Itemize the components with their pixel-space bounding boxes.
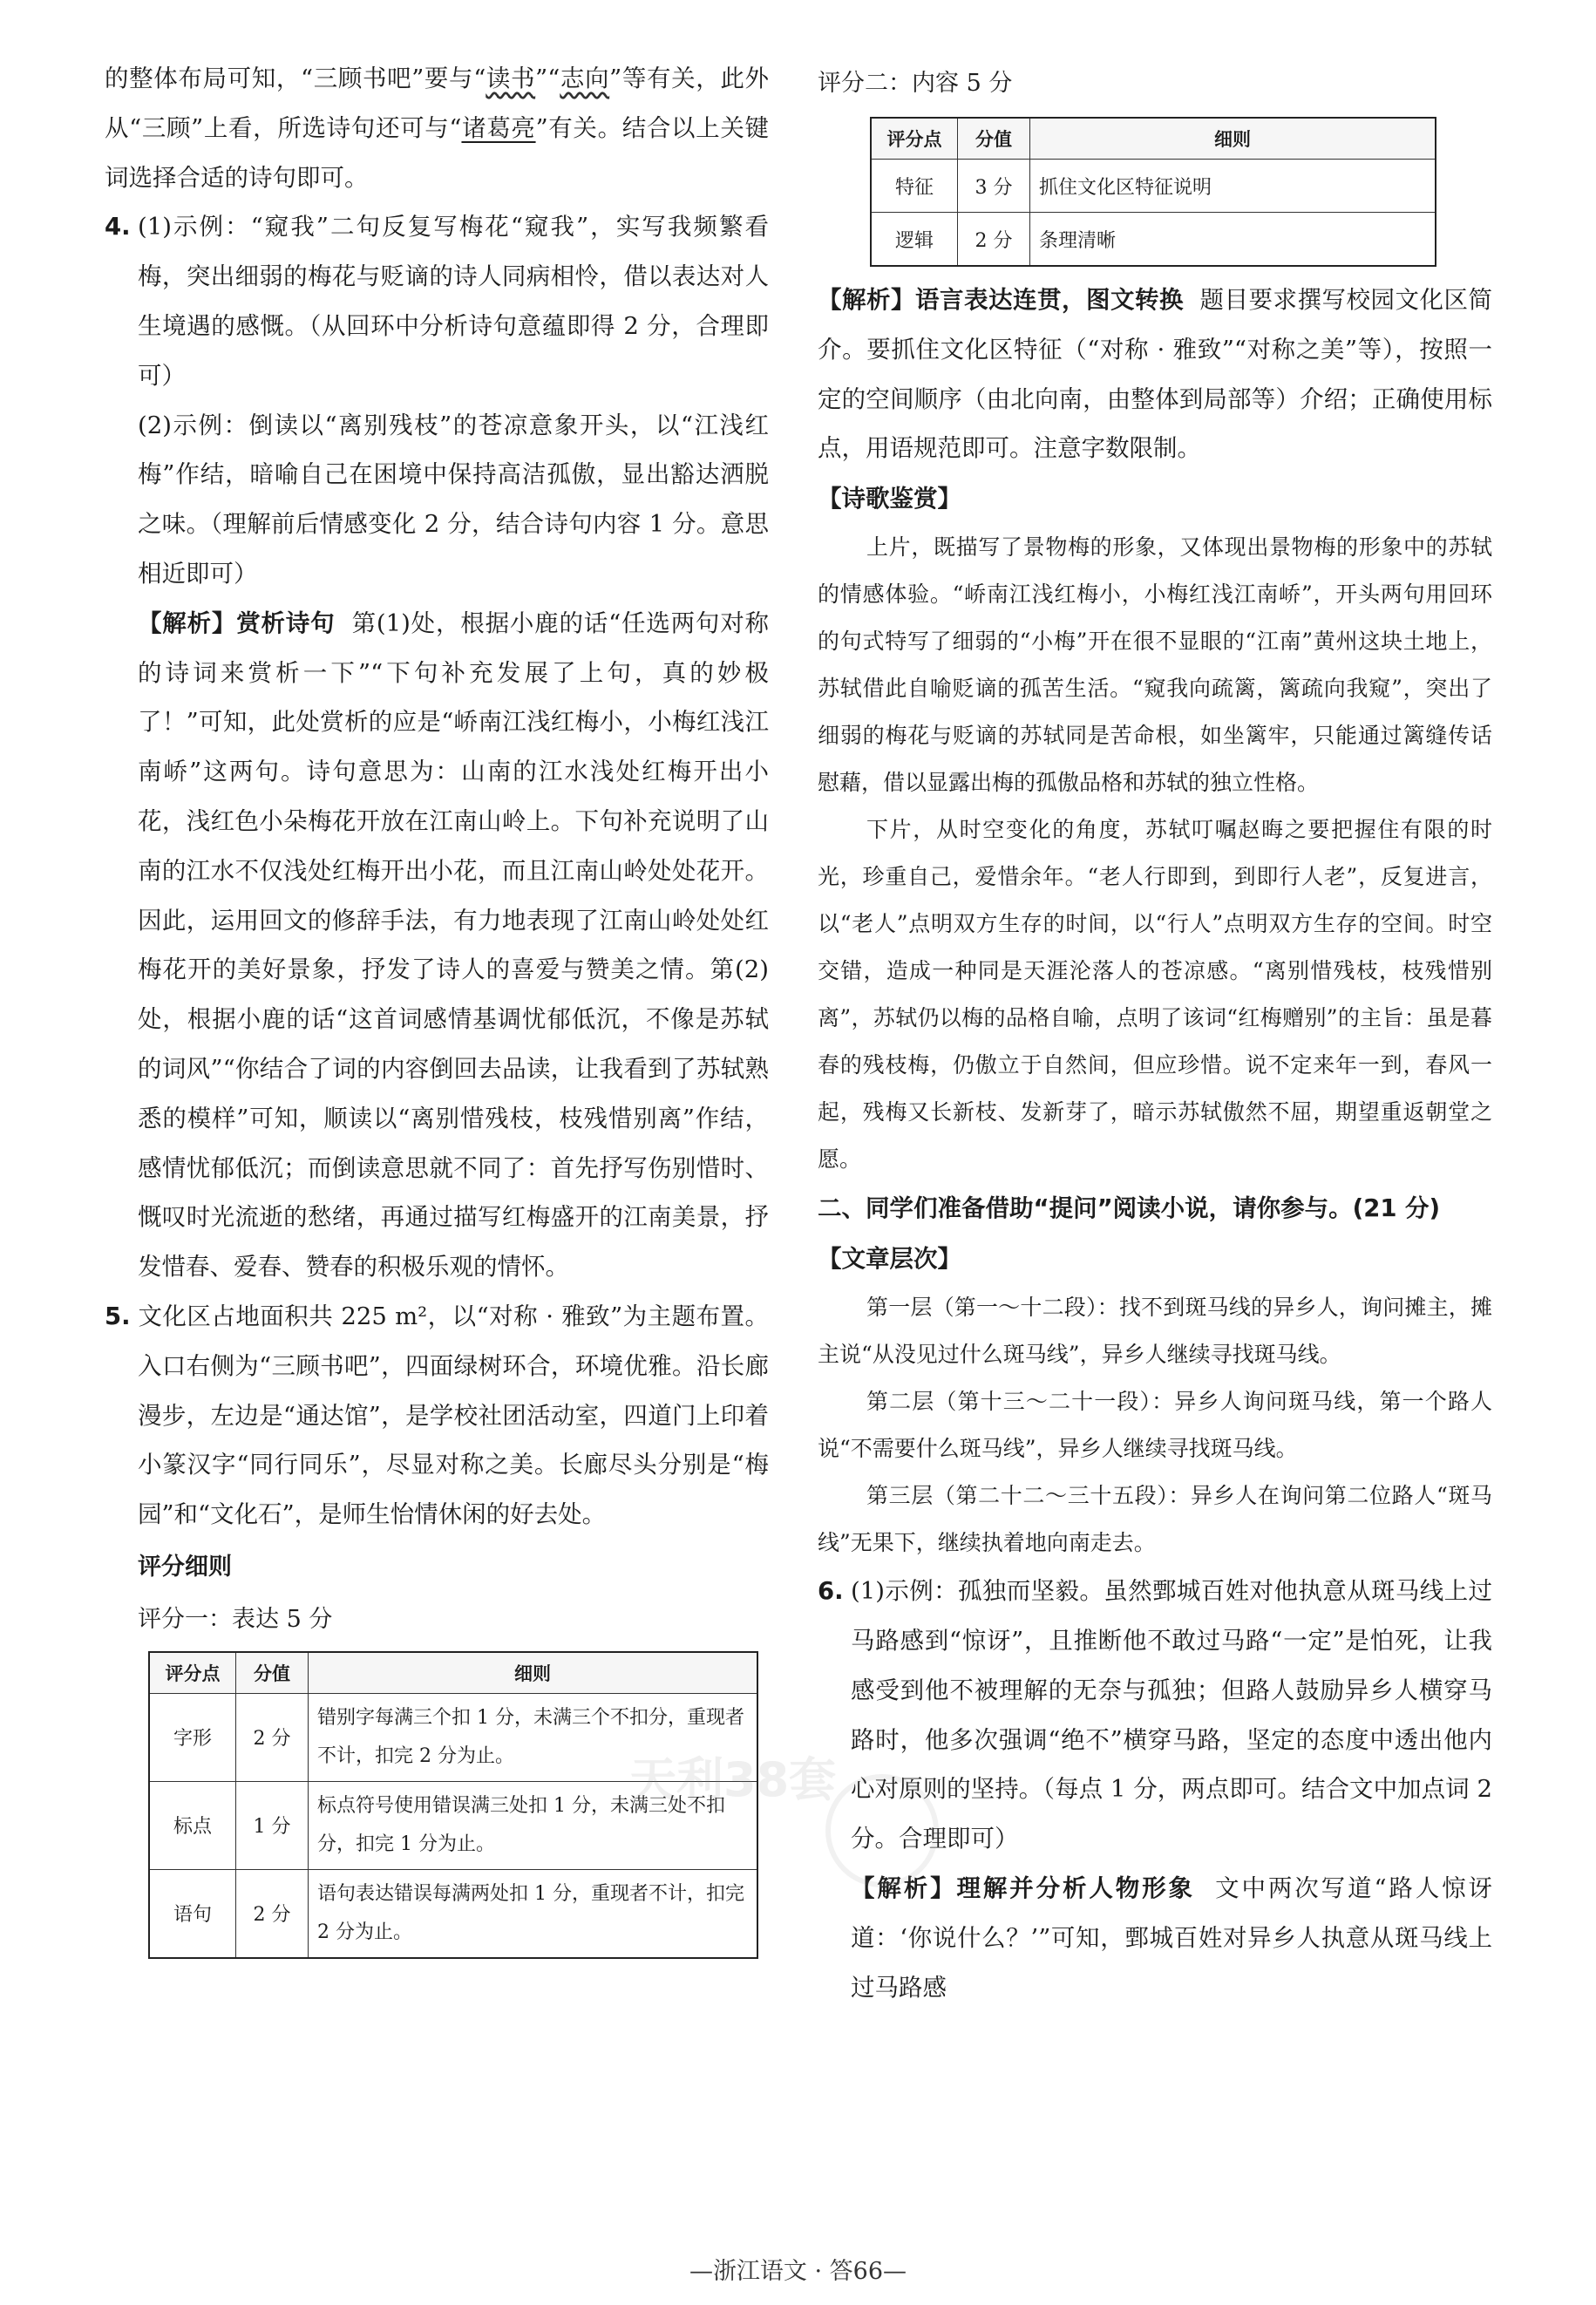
wavy-underline-word: 读书 [486,65,536,92]
analysis-tag: 【解析】语言表达连贯，图文转换 [818,286,1185,314]
table-cell: 2 分 [958,213,1030,267]
table-row [871,213,1436,267]
table-header: 细则 [309,1652,758,1694]
page-footer: —浙江语文 · 答66— [689,2258,907,2285]
right-column [818,59,1492,2012]
q3-continued-paragraph: 的整体布局可知，“三顾书吧”要与“读书”“志向”等有关，此外从“三顾”上看，所选诗句还可与“诸葛亮”有关。结合以上关键词选择合适的诗句即可。 [105,65,769,192]
analysis-tag: 【解析】理解并分析人物形象 [851,1873,1195,1902]
poem-paragraph-2: 下片，从时空变化的角度，苏轼叮嘱赵晦之要把握住有限的时光，珍重自己，爱惜余年。“老人行即到，到即行人老”，反复进言，以“老人”点明双方生存的时间，以“行人”点明双方生存的空间。时空交错，造成一种同是天涯沦落人的苍凉感。“离别惜残枝，枝残惜别离”，苏轼仍以梅的品格自喻，点明了该词“红梅赠别”的主旨：虽是暮春的残枝梅，仍傲立于自然间，但应珍惜。说不定来年一到，春风一起，残梅又长新枝、发新芽了，暗示苏轼傲然不屈，期望重返朝堂之愿。 [818,817,1492,1173]
table-header-row [871,118,1436,160]
table-header: 分值 [236,1652,309,1694]
table-header: 评分点 [871,118,958,160]
table-cell: 2 分 [236,1693,309,1781]
table-row [871,160,1436,213]
grading-title: 评分细则 [138,1553,232,1581]
table-header-row [149,1652,757,1694]
layer-1: 第一层（第一～十二段）：找不到斑马线的异乡人，询问摊主，摊主说“从没见过什么斑马线”，异乡人继续寻找斑马线。 [818,1295,1492,1368]
table-cell: 标点符号使用错误满三处扣 1 分，未满三处不扣分，扣完 1 分为止。 [309,1781,758,1869]
table-cell: 错别字每满三个扣 1 分，未满三个不扣分，重现者不计，扣完 2 分为止。 [309,1693,758,1781]
table-header: 分值 [958,118,1030,160]
table-cell: 2 分 [236,1869,309,1958]
question-number: 4. [105,213,131,241]
analysis-tag: 【解析】赏析诗句 [138,609,336,637]
q5-analysis: 【解析】语言表达连贯，图文转换 题目要求撰写校园文化区简介。要抓住文化区特征（“对称 · 雅致”“对称之美”等），按照一定的空间顺序（由北向南，由整体到局部等）介绍；正确使用标点，用语规范即可。注意字数限制。 [818,286,1493,463]
table-cell: 字形 [149,1693,236,1781]
wavy-underline-word: 志向 [560,65,610,92]
structure-heading: 【文章层次】 [818,1245,961,1274]
table-header: 细则 [1030,118,1436,160]
table-cell: 逻辑 [871,213,958,267]
table-cell: 条理清晰 [1030,213,1436,267]
table-cell: 抓住文化区特征说明 [1030,160,1436,213]
table-cell: 标点 [149,1781,236,1869]
question-number: 5. [105,1302,131,1330]
poem-appreciation-heading: 【诗歌鉴赏】 [818,485,961,513]
table-cell: 1 分 [236,1781,309,1869]
layer-3: 第三层（第二十二～三十五段）：异乡人在询问第二位路人“斑马线”无果下，继续执着地向南走去。 [818,1483,1492,1556]
grading1-title: 评分一：表达 5 分 [138,1605,333,1633]
q6-answer: 6. (1)示例：孤独而坚毅。虽然鄄城百姓对他执意从斑马线上过马路感到“惊讶”，且推断他不敢过马路“一定”是怕死，让我感受到他不被理解的无奈与孤独；但路人鼓励异乡人横穿马路时，他多次强调“绝不”横穿马路，坚定的态度中透出他内心对原则的坚持。（每点 1 分，两点即可。结合文中加点词 2 分。合理即可） [818,1567,1492,1864]
table-cell: 3 分 [958,160,1030,213]
q6-analysis: 【解析】理解并分析人物形象 文中两次写道“路人惊讶道：‘你说什么？’”可知，鄄城百姓对异乡人执意从斑马线上过马路感 [851,1873,1493,2002]
q4-answer-part1: 4. (1)示例：“窥我”二句反复写梅花“窥我”，实写我频繁看梅，突出细弱的梅花与贬谪的诗人同病相怜，借以表达对人生境遇的感慨。（从回环中分析诗句意蕴即得 2 分，合理即可） [105,202,769,400]
question-number: 6. [818,1577,844,1606]
underline-word: 诸葛亮 [461,113,536,142]
table-header: 评分点 [149,1652,236,1694]
layer-2: 第二层（第十三～二十一段）：异乡人询问斑马线，第一个路人说“不需要什么斑马线”，异乡人继续寻找斑马线。 [818,1389,1492,1462]
q4-analysis: 【解析】赏析诗句 第(1)处，根据小鹿的话“任选两句对称的诗词来赏析一下”“下句补充发展了上句，真的妙极了！”可知，此处赏析的应是“峤南江浅红梅小，小梅红浅江南峤”这两句。诗句意思为：山南的江水浅处红梅开出小花，浅红色小朵梅花开放在江南山岭上。下句补充说明了山南的江水不仅浅处红梅开出小花，而且江南山岭处处花开。因此，运用回文的修辞手法，有力地表现了江南山岭处处红梅花开的美好景象，抒发了诗人的喜爱与赞美之情。第(2)处，根据小鹿的话“这首词感情基调忧郁低沉，不像是苏轼的词风”“你结合了词的内容倒回去品读，让我看到了苏轼熟悉的模样”可知，顺读以“离别惜残枝，枝残惜别离”作结，感情忧郁低沉；而倒读意思就不同了：首先抒写伤别惜时、慨叹时光流逝的愁绪，再通过描写红梅盛开的江南美景，抒发惜春、爱春、赞春的积极乐观的情怀。 [138,609,770,1282]
watermark-logo [621,1735,987,1892]
watermark-text: 天利38套 [629,1752,837,1807]
grading2-title: 评分二：内容 5 分 [818,70,1013,97]
q5-answer: 5. 文化区占地面积共 225 m²，以“对称 · 雅致”为主题布置。入口右侧为“三顾书吧”，四面绿树环合，环境优雅。沿长廊漫步，左边是“通达馆”，是学校社团活动室，四道门上印着小篆汉字“同行同乐”，尽显对称之美。长廊尽头分别是“梅园”和“文化石”，是师生怡情休闲的好去处。 [105,1292,769,1540]
table-cell: 特征 [871,160,958,213]
grading-table-content [870,117,1436,267]
poem-paragraph-1: 上片，既描写了景物梅的形象，又体现出景物梅的形象中的苏轼的情感体验。“峤南江浅红梅小，小梅红浅江南峤”，开头两句用回环的句式特写了细弱的“小梅”开在很不显眼的“江南”黄州这块土地上，苏轼借此自喻贬谪的孤苦生活。“窥我向疏篱，篱疏向我窥”，突出了细弱的梅花与贬谪的苏轼同是苦命根，如坐篱牢，只能通过篱缝传话慰藉，借以显露出梅的孤傲品格和苏轼的独立性格。 [818,534,1492,796]
table-cell: 语句 [149,1869,236,1958]
left-column [105,54,769,1959]
section-two-title: 二、同学们准备借助“提问”阅读小说，请你参与。(21 分) [818,1194,1441,1223]
table-cell: 语句表达错误每满两处扣 1 分，重现者不计，扣完 2 分为止。 [309,1869,758,1958]
q4-answer-part2: (2)示例：倒读以“离别残枝”的苍凉意象开头，以“江浅红梅”作结，暗喻自己在困境中保持高洁孤傲，显出豁达洒脱之味。（理解前后情感变化 2 分，结合诗句内容 1 分。意思相近即可） [138,411,769,588]
